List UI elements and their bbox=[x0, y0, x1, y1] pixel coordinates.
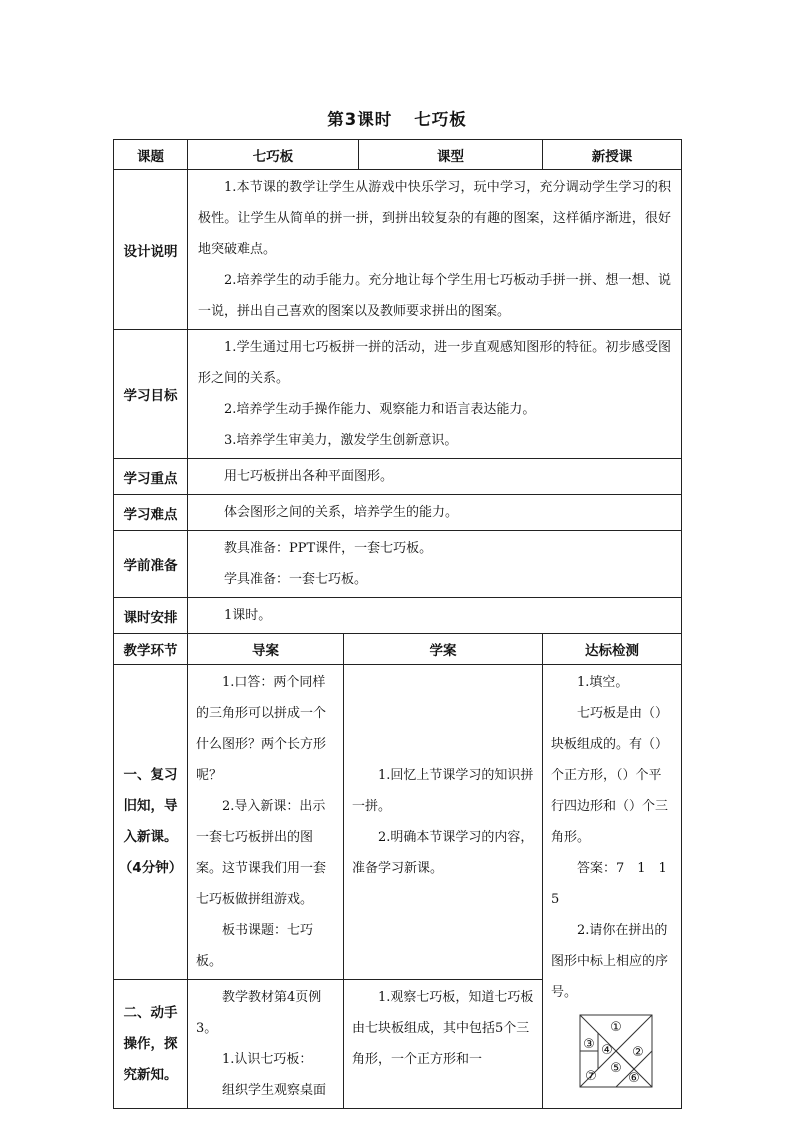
schedule-label: 课时安排 bbox=[114, 598, 188, 634]
stage-1-check-answer: 答案：7 1 1 5 bbox=[551, 861, 680, 907]
design-label: 设计说明 bbox=[114, 170, 188, 330]
type-value: 新授课 bbox=[543, 140, 682, 170]
stage-1-study-paragraph-2: 2.明确本节课学习的内容，准备学习新课。 bbox=[352, 830, 534, 876]
page-title bbox=[0, 106, 794, 130]
stage-2-study-paragraph-1: 1.观察七巧板，知道七巧板由七块板组成，其中包括5个三角形，一个正方形和一 bbox=[352, 990, 534, 1067]
goals-paragraph-1: 1.学生通过用七巧板拼一拼的活动，进一步直观感知图形的特征。初步感受图形之间的关系。 bbox=[198, 340, 671, 386]
lesson-plan-table bbox=[113, 139, 682, 1109]
student-preparation: 学具准备：一套七巧板。 bbox=[224, 572, 368, 587]
guide-column-header: 导案 bbox=[188, 634, 344, 665]
tangram-diagram bbox=[579, 1014, 653, 1088]
design-paragraph-1: 1.本节课的教学让学生从游戏中快乐学习，玩中学习，充分调动学生学习的积极性。让学生从简单的拼一拼，到拼出较复杂的有趣的图案，这样循序渐进，很好地突破难点。 bbox=[198, 180, 671, 257]
design-text bbox=[188, 170, 682, 330]
key-point-label: 学习重点 bbox=[114, 459, 188, 495]
teacher-preparation: 教具准备：PPT课件，一套七巧板。 bbox=[224, 541, 433, 556]
tangram-label-4: ④ bbox=[601, 1043, 613, 1058]
tangram-label-6: ⑥ bbox=[628, 1071, 640, 1086]
tangram-line bbox=[598, 1015, 652, 1069]
tangram-label-3: ③ bbox=[583, 1037, 595, 1052]
tangram-label-2: ② bbox=[632, 1045, 644, 1060]
stage-1-label: 一、复习旧知，导入新课。（4分钟） bbox=[114, 665, 188, 980]
stage-2-study bbox=[344, 980, 543, 1109]
stage-1-study bbox=[344, 665, 543, 980]
check-column-header: 达标检测 bbox=[543, 634, 682, 665]
stage-1-guide bbox=[188, 665, 344, 980]
lesson-number: 第3课时 bbox=[327, 110, 393, 129]
tangram-label-1: ① bbox=[610, 1020, 622, 1035]
stage-2-label: 二、动手操作，探究新知。 bbox=[114, 980, 188, 1109]
stage-2-guide bbox=[188, 980, 344, 1109]
stage-1-check-paragraph-1: 1.填空。 bbox=[577, 675, 629, 690]
stage-1-check-paragraph-4: 2.请你在拼出的图形中标上相应的序号。 bbox=[551, 923, 669, 1000]
type-label: 课型 bbox=[359, 140, 543, 170]
difficulty-text bbox=[188, 495, 682, 531]
tangram-label-5: ⑤ bbox=[610, 1061, 622, 1076]
study-column-header: 学案 bbox=[344, 634, 543, 665]
stage-column-header: 教学环节 bbox=[114, 634, 188, 665]
stage-2-guide-paragraph-2: 1.认识七巧板： bbox=[222, 1052, 313, 1067]
key-point-paragraph: 用七巧板拼出各种平面图形。 bbox=[224, 469, 394, 484]
stage-1-study-paragraph-1: 1.回忆上节课学习的知识拼一拼。 bbox=[352, 768, 534, 814]
difficulty-paragraph: 体会图形之间的关系，培养学生的能力。 bbox=[224, 505, 459, 520]
stage-2-guide-paragraph-1: 教学教材第4页例3。 bbox=[196, 990, 322, 1036]
schedule-paragraph: 1课时。 bbox=[224, 608, 272, 623]
tangram-label-7: ⑦ bbox=[585, 1069, 597, 1084]
preparation-text bbox=[188, 531, 682, 598]
topic-label: 课题 bbox=[114, 140, 188, 170]
lesson-name: 七巧板 bbox=[414, 110, 467, 129]
goals-label: 学习目标 bbox=[114, 330, 188, 459]
difficulty-label: 学习难点 bbox=[114, 495, 188, 531]
stage-1-guide-paragraph-3: 板书课题：七巧板。 bbox=[196, 923, 314, 969]
design-paragraph-2: 2.培养学生的动手能力。充分地让每个学生用七巧板动手拼一拼、想一想、说一说，拼出自己喜欢的图案以及教师要求拼出的图案。 bbox=[198, 273, 671, 319]
goals-paragraph-3: 3.培养学生审美力，激发学生创新意识。 bbox=[224, 433, 458, 448]
stage-1-check bbox=[543, 665, 682, 1109]
topic-value: 七巧板 bbox=[188, 140, 359, 170]
preparation-label: 学前准备 bbox=[114, 531, 188, 598]
key-point-text bbox=[188, 459, 682, 495]
goals-text bbox=[188, 330, 682, 459]
stage-1-guide-paragraph-1: 1.口答：两个同样的三角形可以拼成一个什么图形？两个长方形呢？ bbox=[196, 675, 327, 783]
goals-paragraph-2: 2.培养学生动手操作能力、观察能力和语言表达能力。 bbox=[224, 402, 536, 417]
stage-1-check-paragraph-2: 七巧板是由（）块板组成的。有（）个正方形，（）个平行四边形和（）个三角形。 bbox=[551, 706, 669, 845]
schedule-text bbox=[188, 598, 682, 634]
stage-1-guide-paragraph-2: 2.导入新课：出示一套七巧板拼出的图案。这节课我们用一套七巧板做拼组游戏。 bbox=[196, 799, 327, 907]
stage-2-guide-paragraph-3: 组织学生观察桌面 bbox=[222, 1083, 327, 1098]
